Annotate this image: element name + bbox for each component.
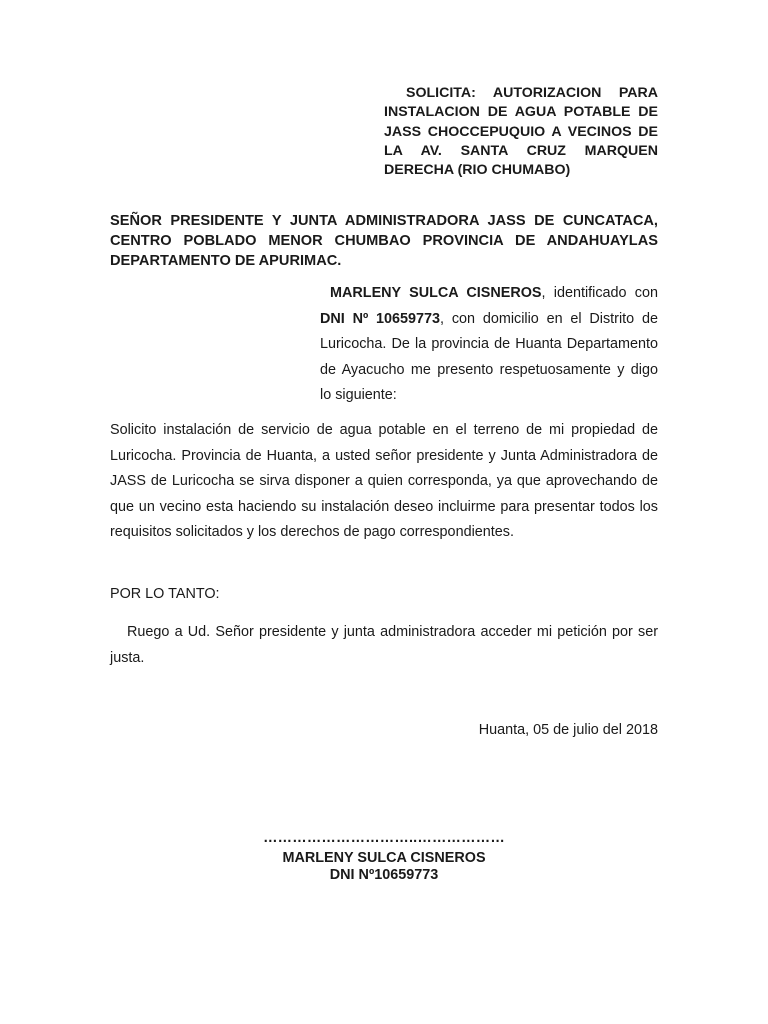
identification-text-1: , identificado con <box>541 285 658 301</box>
request-body-paragraph: Solicito instalación de servicio de agua potable en el terreno de mi propiedad de Luricocha. Provincia de Huanta, a usted señor presidente y Junta Administradora de JASS de Luricocha se sirva disponer a quien corresponda, ya que aprovechando de que un vecino esta haciendo su instalación deseo incluirme para presentar todos los requisitos solicitados y los derechos de pago correspondientes. <box>110 422 658 541</box>
addressee: SEÑOR PRESIDENTE Y JUNTA ADMINISTRADORA JASS DE CUNCATACA, CENTRO POBLADO MENOR CHUMBAO PROVINCIA DE ANDAHUAYLAS DEPARTAMENTO DE APURIMAC. <box>110 213 658 269</box>
signature-line: …………………………..……………… <box>263 830 505 846</box>
date-line: Huanta, 05 de julio del 2018 <box>478 722 658 738</box>
signature-dni: DNI Nº10659773 <box>329 867 439 883</box>
por-lo-tanto: POR LO TANTO: <box>110 586 220 602</box>
request-closing-paragraph: Ruego a Ud. Señor presidente y junta administradora acceder mi petición por ser justa. <box>110 624 658 666</box>
signature-name: MARLENY SULCA CISNEROS <box>282 850 486 866</box>
identification-text-2: , con domicilio en el Distrito de Luricocha. De la provincia de Huanta Departamento de Ayacucho me presento respetuosamente y digo lo siguiente: <box>320 310 658 404</box>
applicant-name: MARLENY SULCA CISNEROS <box>330 285 542 301</box>
subject-heading: SOLICITA: AUTORIZACION PARA INSTALACION DE AGUA POTABLE DE JASS CHOCCEPUQUIO A VECINOS DE LA AV. SANTA CRUZ MARQUEN DERECHA (RIO CHUMABO) <box>384 85 658 179</box>
identification-paragraph <box>320 281 658 409</box>
applicant-dni: DNI Nº 10659773 <box>320 310 441 327</box>
